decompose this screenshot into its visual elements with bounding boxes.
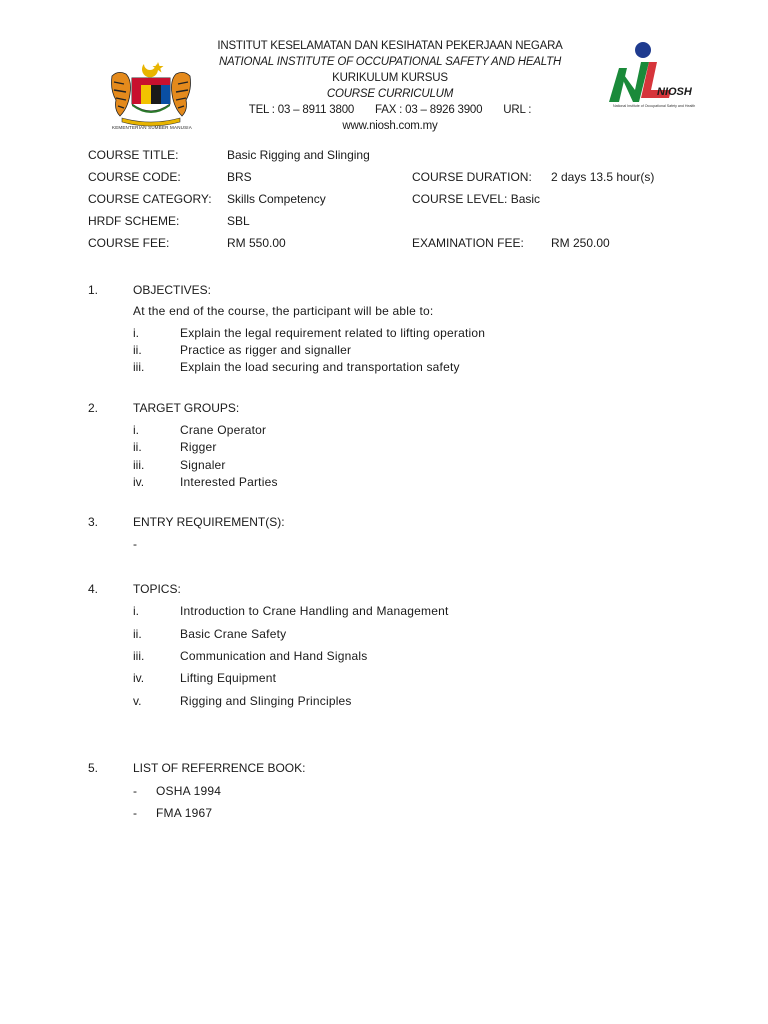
course-category-label: COURSE CATEGORY: [88, 192, 212, 206]
list-text: Interested Parties [180, 475, 278, 489]
examination-fee-label: EXAMINATION FEE: [412, 236, 524, 250]
course-duration-label: COURSE DURATION: [412, 170, 532, 184]
list-marker: i. [133, 326, 139, 340]
list-marker: ii. [133, 343, 142, 357]
section-title: TARGET GROUPS: [133, 401, 240, 415]
list-marker: iii. [133, 458, 145, 472]
section-number: 1. [88, 283, 99, 297]
list-marker: - [133, 806, 137, 820]
course-fee-label: COURSE FEE: [88, 236, 170, 250]
list-text: Rigger [180, 440, 217, 454]
list-text: Practice as rigger and signaller [180, 343, 352, 357]
list-marker: ii. [133, 627, 142, 641]
list-text: Basic Crane Safety [180, 627, 287, 641]
course-code-value: BRS [227, 170, 252, 184]
course-fee-value: RM 550.00 [227, 236, 286, 250]
list-marker: iii. [133, 360, 145, 374]
course-code-label: COURSE CODE: [88, 170, 181, 184]
list-text: FMA 1967 [156, 806, 213, 820]
section-number: 3. [88, 515, 99, 529]
course-title-value: Basic Rigging and Slinging [227, 148, 370, 162]
list-marker: i. [133, 423, 139, 437]
header-curriculum-english: COURSE CURRICULUM [326, 88, 454, 100]
crest-caption: KEMENTERIAN SUMBER MANUSIA [112, 125, 192, 130]
section-title: TOPICS: [133, 582, 181, 596]
niosh-logo [605, 40, 713, 108]
section-title: ENTRY REQUIREMENT(S): [133, 515, 285, 529]
header-block [200, 38, 580, 134]
header-url[interactable]: www.niosh.com.my [342, 120, 438, 132]
list-marker: iv. [133, 475, 145, 489]
course-level-label: COURSE LEVEL: Basic [412, 192, 541, 206]
course-duration-value: 2 days 13.5 hour(s) [551, 170, 655, 184]
list-text: Explain the legal requirement related to lifting operation [180, 326, 486, 340]
list-marker: v. [133, 694, 142, 708]
list-text: Signaler [180, 458, 226, 472]
list-marker: iv. [133, 671, 145, 685]
course-category-value: Skills Competency [227, 192, 326, 206]
list-marker: ii. [133, 440, 142, 454]
header-institute-english: NATIONAL INSTITUTE OF OCCUPATIONAL SAFETY AND HEALTH [218, 56, 562, 68]
list-text: Lifting Equipment [180, 671, 277, 685]
header-contact: TEL : 03 – 8911 3800 FAX : 03 – 8926 3900 URL : [248, 104, 532, 116]
coat-of-arms-logo [104, 60, 198, 134]
list-marker: - [133, 537, 137, 551]
hrdf-scheme-value: SBL [227, 214, 250, 228]
section-number: 4. [88, 582, 99, 596]
list-marker: - [133, 784, 137, 798]
section-title: LIST OF REFERRENCE BOOK: [133, 761, 306, 775]
list-text: Communication and Hand Signals [180, 649, 368, 663]
svg-text:National Institute of Occupati: National Institute of Occupational Safety and Health [613, 104, 696, 108]
list-text: Introduction to Crane Handling and Management [180, 604, 449, 618]
list-text: Rigging and Slinging Principles [180, 694, 352, 708]
list-text: Explain the load securing and transportation safety [180, 360, 460, 374]
section-number: 5. [88, 761, 99, 775]
list-text: OSHA 1994 [156, 784, 222, 798]
list-text: Crane Operator [180, 423, 267, 437]
hrdf-scheme-label: HRDF SCHEME: [88, 214, 180, 228]
section-number: 2. [88, 401, 99, 415]
course-title-label: COURSE TITLE: [88, 148, 179, 162]
header-institute-malay: INSTITUT KESELAMATAN DAN KESIHATAN PEKERJAAN NEGARA [217, 40, 563, 52]
header-curriculum-malay: KURIKULUM KURSUS [332, 72, 448, 84]
svg-text:NIOSH: NIOSH [657, 86, 692, 98]
examination-fee-value: RM 250.00 [551, 236, 610, 250]
section-intro: At the end of the course, the participant will be able to: [133, 304, 434, 318]
list-marker: iii. [133, 649, 145, 663]
section-title: OBJECTIVES: [133, 283, 212, 297]
list-marker: i. [133, 604, 139, 618]
